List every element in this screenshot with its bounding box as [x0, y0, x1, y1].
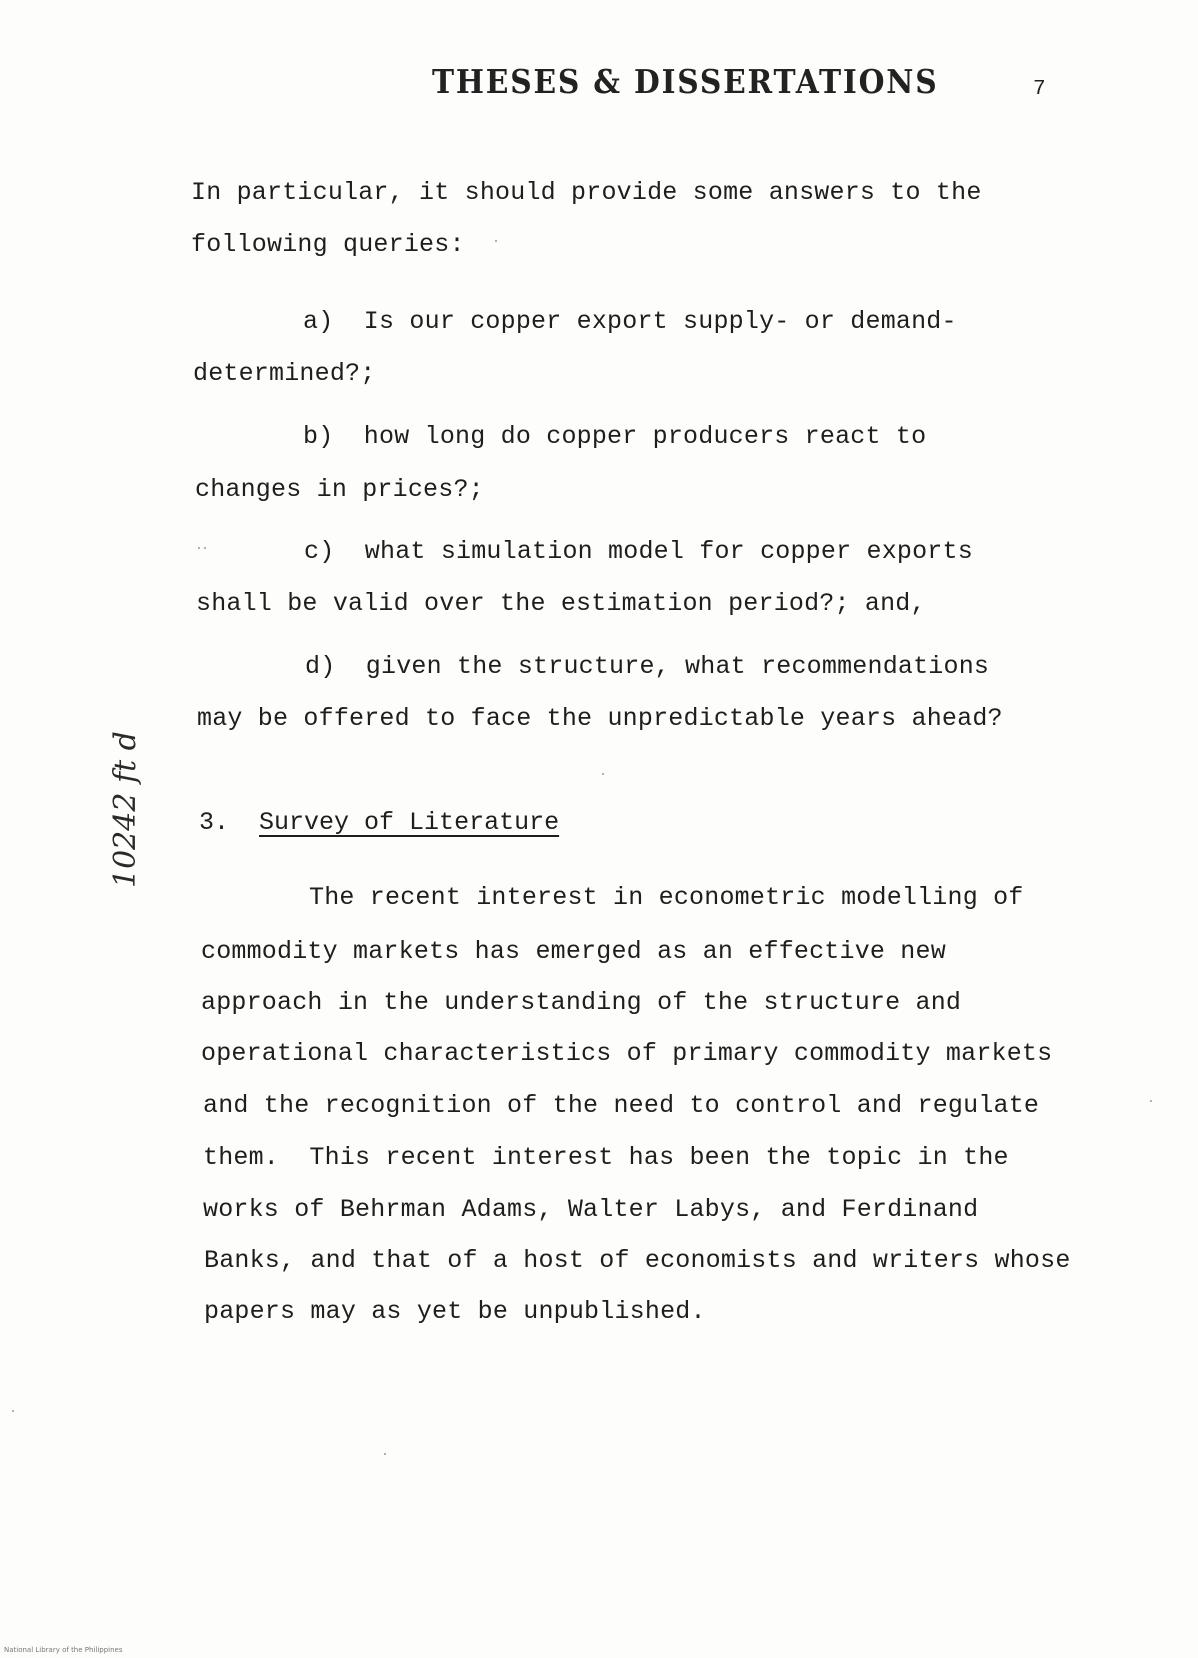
section-number: 3.	[199, 808, 230, 837]
query-c-line-2: shall be valid over the estimation period?; and,	[196, 589, 926, 618]
section-title: Survey of Literature	[259, 808, 560, 837]
scan-speck	[198, 547, 200, 549]
scan-speck	[12, 1410, 14, 1412]
scan-speck	[204, 547, 206, 549]
query-b-line-1: b) how long do copper producers react to	[303, 422, 927, 451]
body-line-9: papers may as yet be unpublished.	[204, 1297, 706, 1326]
scan-speck	[495, 240, 497, 242]
body-line-1: The recent interest in econometric modelling of	[309, 883, 1024, 912]
query-a-line-1: a) Is our copper export supply- or demand-	[303, 307, 957, 336]
footer-credit: National Library of the Philippines	[4, 1646, 123, 1654]
body-line-3: approach in the understanding of the structure and	[201, 988, 962, 1017]
intro-line-1: In particular, it should provide some answers to the	[191, 178, 982, 207]
intro-line-2: following queries:	[191, 230, 465, 259]
body-line-6: them. This recent interest has been the topic in the	[203, 1143, 1009, 1172]
body-line-8: Banks, and that of a host of economists and writers whose	[204, 1246, 1071, 1275]
body-line-7: works of Behrman Adams, Walter Labys, and Ferdinand	[203, 1195, 979, 1224]
theses-dissertations-stamp: THESES & DISSERTATIONS	[432, 62, 939, 101]
query-b-line-2: changes in prices?;	[195, 475, 484, 504]
query-c-line-1: c) what simulation model for copper exports	[304, 537, 973, 566]
section-heading	[199, 808, 559, 837]
handwritten-margin-note: 10242 ft d	[108, 731, 143, 888]
scan-speck	[384, 1453, 386, 1455]
body-line-5: and the recognition of the need to control and regulate	[203, 1091, 1040, 1120]
scan-speck	[602, 773, 604, 775]
query-a-line-2: determined?;	[193, 359, 376, 388]
query-d-line-1: d) given the structure, what recommendations	[305, 652, 990, 681]
page-number: 7	[1033, 78, 1046, 101]
query-d-line-2: may be offered to face the unpredictable years ahead?	[197, 704, 1003, 733]
scan-speck	[1150, 1100, 1152, 1102]
body-line-2: commodity markets has emerged as an effective new	[201, 937, 946, 966]
body-line-4: operational characteristics of primary commodity markets	[201, 1039, 1053, 1068]
